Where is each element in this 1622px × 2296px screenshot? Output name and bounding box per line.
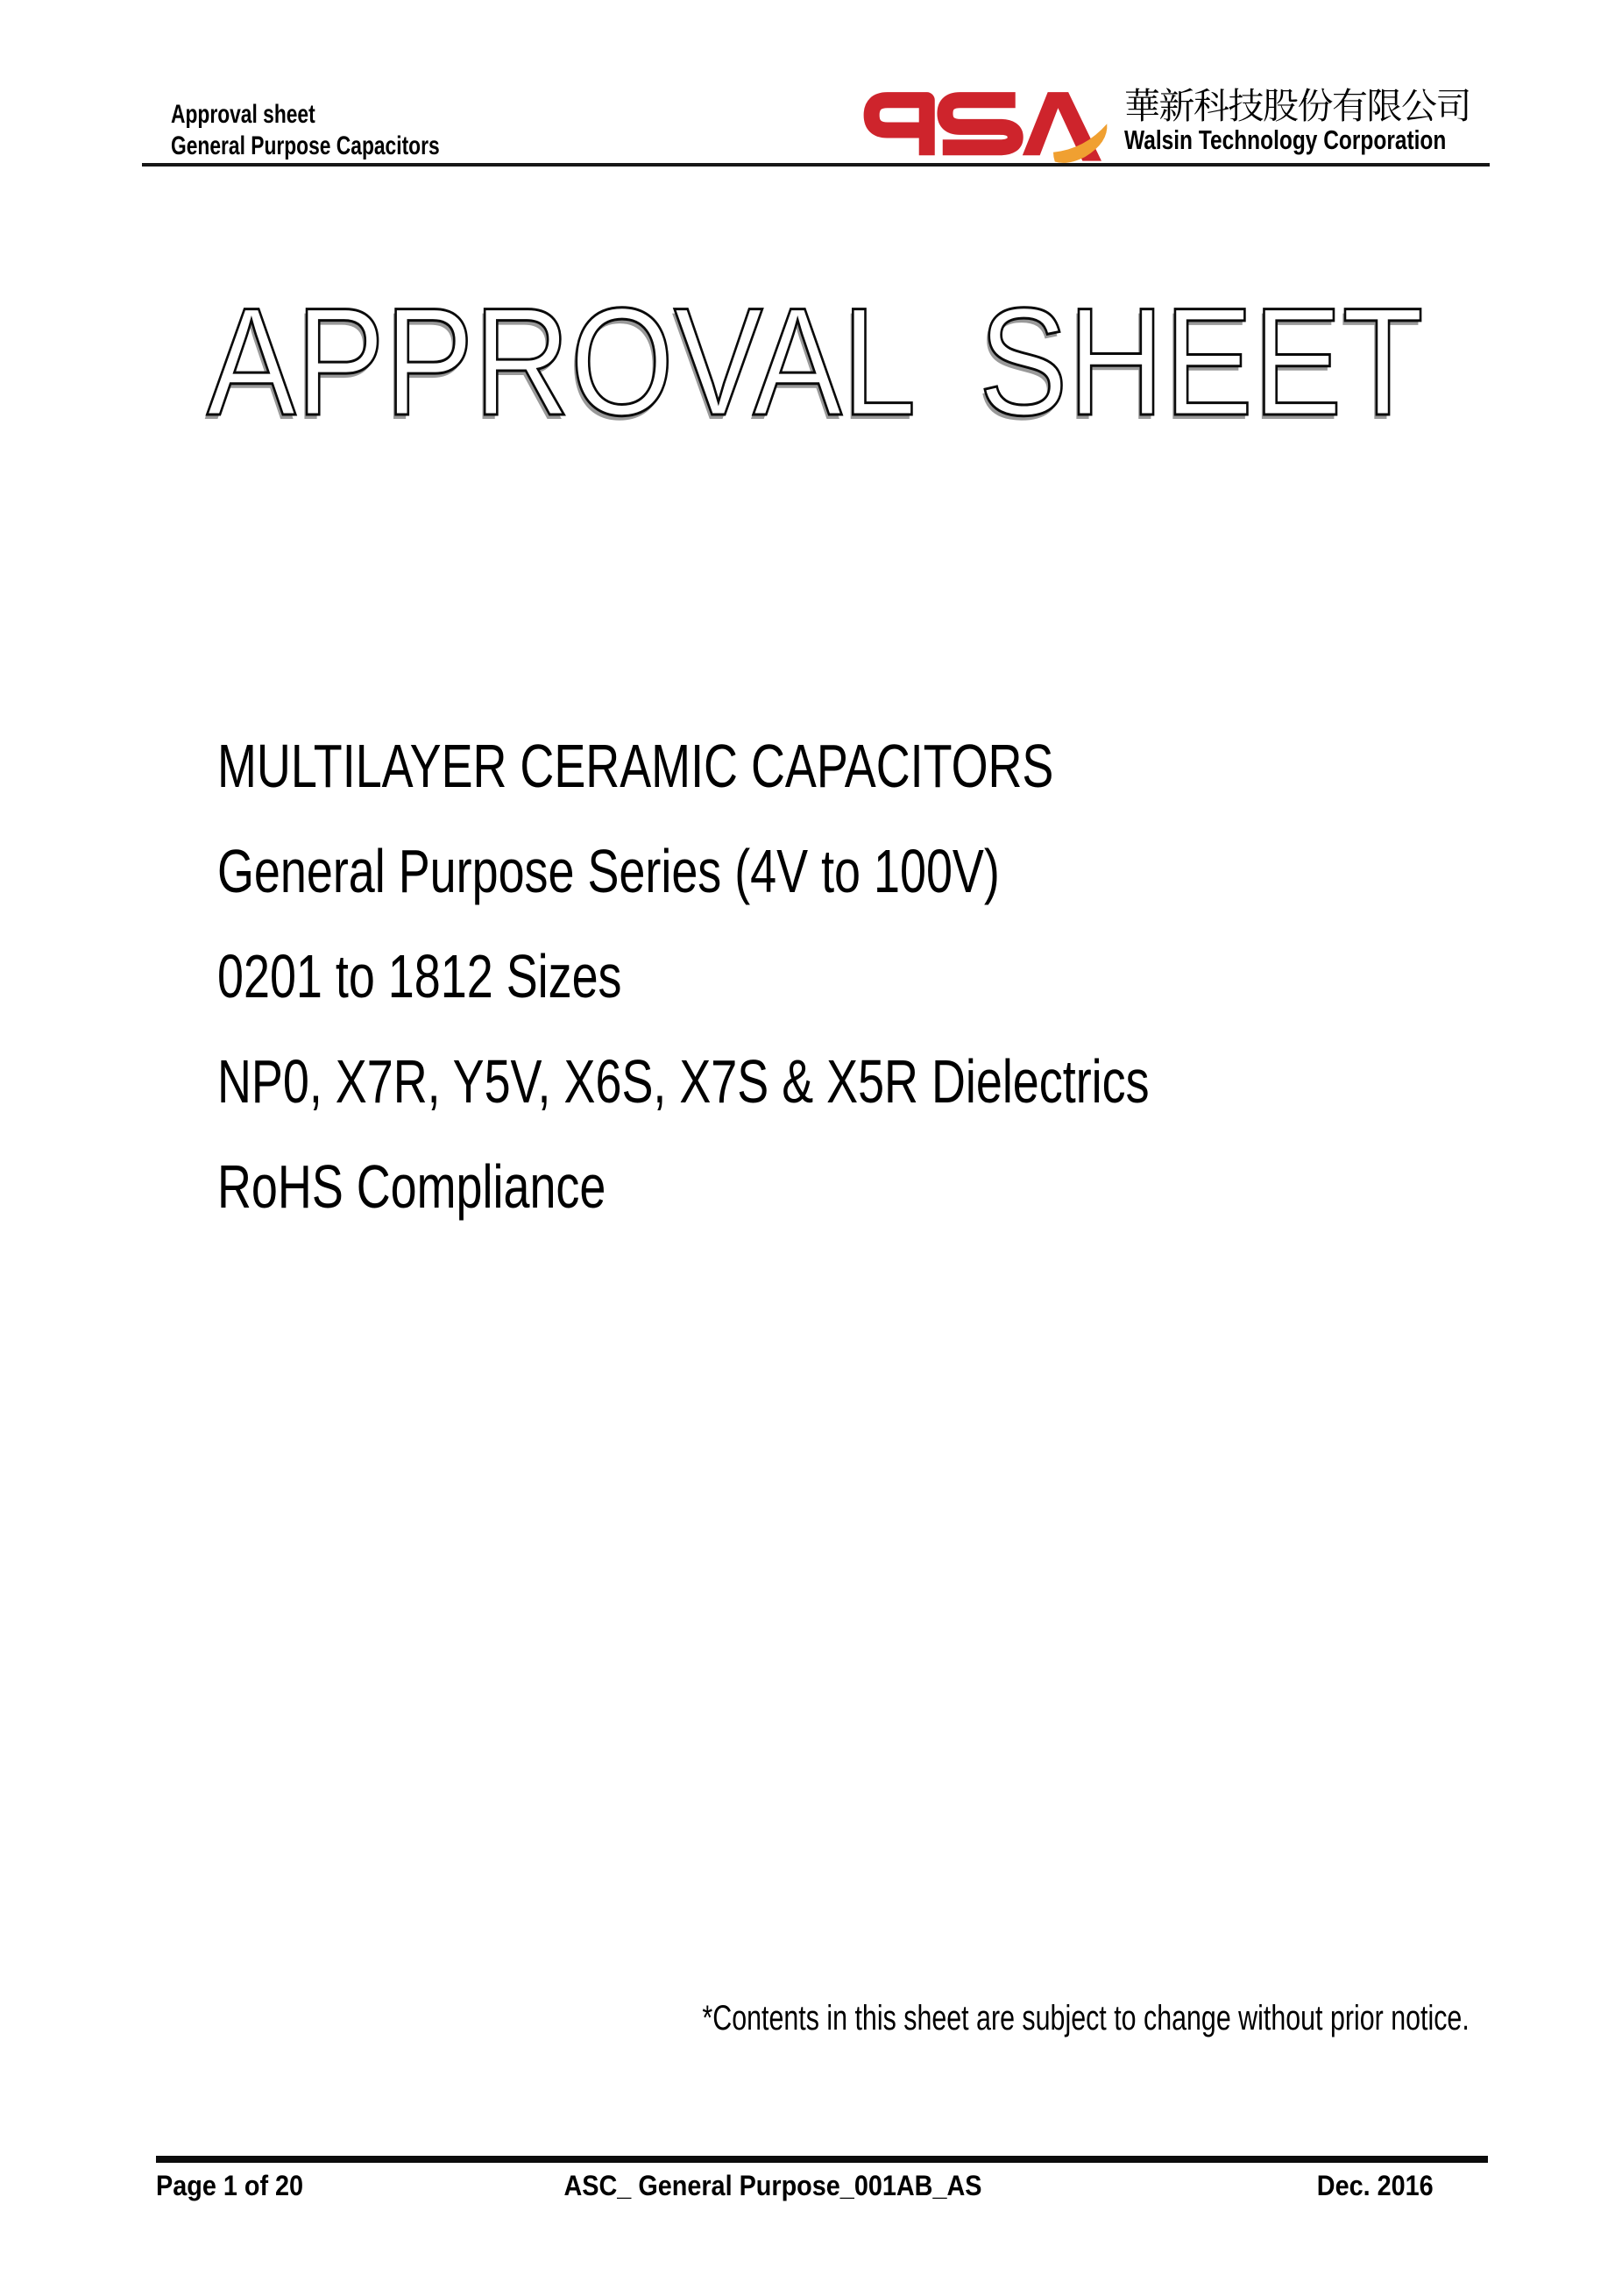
- footer-page-number-text: Page 1 of 20: [156, 2170, 304, 2201]
- footer-doc-id: [320, 2171, 1305, 2200]
- change-notice: [460, 2001, 1470, 2036]
- header-doc-type: [171, 99, 524, 131]
- footer-divider-line: [156, 2156, 1488, 2163]
- header-divider-line: [142, 163, 1490, 167]
- page-title-text: APPROVAL SHEET: [207, 277, 1424, 448]
- company-name-chinese: 華新科技股份有限公司: [1124, 86, 1470, 126]
- body-line-product: [217, 713, 1427, 818]
- footer-doc-id-text: ASC_ General Purpose_001AB_AS: [563, 2170, 982, 2201]
- body-line-sizes-text: 0201 to 1812 Sizes: [217, 942, 622, 1010]
- product-description-block: [217, 713, 1427, 1239]
- footer-page-number: [156, 2171, 320, 2200]
- company-name-english: [1124, 124, 1532, 156]
- footer: [156, 2171, 1488, 2200]
- psa-letter-p: [872, 100, 927, 155]
- body-line-rohs-text: RoHS Compliance: [217, 1152, 606, 1221]
- change-notice-text: *Contents in this sheet are subject to change without prior notice.: [702, 1999, 1470, 2037]
- page-title: [207, 277, 1605, 448]
- header-doc-subtitle-text: General Purpose Capacitors: [171, 131, 440, 160]
- company-name-english-text: Walsin Technology Corporation: [1124, 124, 1447, 155]
- body-line-dielectrics: [217, 1029, 1427, 1134]
- footer-date: [1304, 2171, 1488, 2200]
- psa-logo-icon: [861, 84, 1109, 167]
- body-line-dielectrics-text: NP0, X7R, Y5V, X6S, X7S & X5R Dielectrics: [217, 1047, 1150, 1116]
- body-line-sizes: [217, 924, 1427, 1029]
- footer-date-text: Dec. 2016: [1317, 2170, 1434, 2201]
- psa-letter-s: [943, 100, 1016, 147]
- header-title-block: [171, 99, 524, 162]
- header-doc-subtitle: [171, 131, 524, 162]
- body-line-rohs: [217, 1134, 1427, 1239]
- body-line-series-text: General Purpose Series (4V to 100V): [217, 837, 1000, 905]
- body-line-series: [217, 818, 1427, 924]
- header-doc-type-text: Approval sheet: [171, 100, 315, 129]
- body-line-product-text: MULTILAYER CERAMIC CAPACITORS: [217, 732, 1054, 800]
